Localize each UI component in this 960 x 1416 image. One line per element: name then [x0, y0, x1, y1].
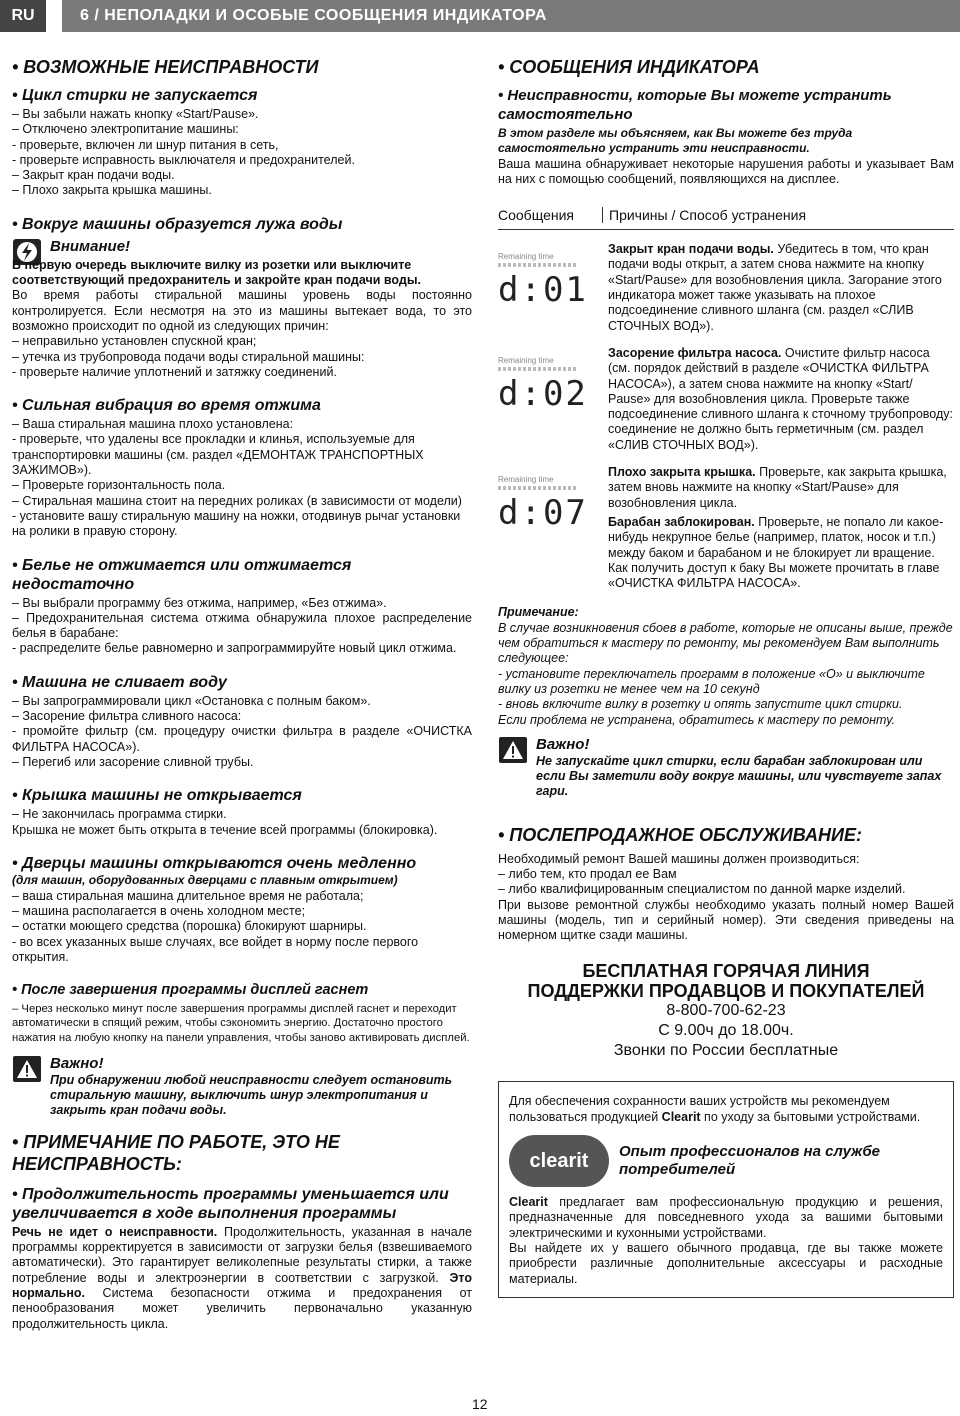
message-row — [498, 346, 954, 453]
s5-heading: • Машина не сливает воду — [12, 673, 227, 691]
right-column — [498, 56, 954, 1298]
s9-bold-2: Это нормально. — [12, 1270, 472, 1300]
attention-title: Внимание! — [50, 237, 131, 255]
clearit-logo-row — [509, 1135, 943, 1187]
s5-line: – Перегиб или засорение сливной трубы. — [12, 754, 254, 769]
cause-desc: Проверьте, не попало ли какое-нибудь некрупное белье (например, платок, носок и т.п.) между баком и барабаном и не блокирует ли вращение. Как получить доступ к баку Вы можете прочитать в главе «ОЧИСТКА ФИЛЬТРА НАСОСА». — [608, 514, 944, 591]
display-bars — [498, 486, 578, 490]
malfunctions-heading: • ВОЗМОЖНЫЕ НЕИСПРАВНОСТИ — [12, 57, 319, 77]
self-fix-heading: • Неисправности, которые Вы можете устранить самостоятельно — [498, 87, 892, 123]
clearit-desc-brand: Clearit — [509, 1195, 548, 1210]
s3-line: – Ваша стиральная машина плохо установлена: — [12, 417, 294, 432]
col-causes: Причины / Способ устранения — [609, 207, 807, 224]
s3-line: – Проверьте горизонтальность пола. — [12, 478, 226, 493]
hotline-free: Звонки по России бесплатные — [613, 1042, 839, 1060]
note-block — [498, 605, 954, 727]
s5-line: – Вы запрограммировали цикл «Остановка с полным баком». — [12, 693, 371, 708]
display-code: d:07 — [498, 493, 588, 534]
note-heading: • ПРИМЕЧАНИЕ ПО РАБОТЕ, ЭТО НЕ НЕИСПРАВНОСТЬ: — [12, 1131, 340, 1174]
s2-line: Во время работы стиральной машины уровень воды постоянно контролируется. Если несмотря на это из машины вытекает вода, то это возможно происходит по одной из следующих причин: — [12, 288, 472, 333]
s3-heading: • Сильная вибрация во время отжима — [12, 397, 321, 415]
cause-title: Засорение фильтра насоса. — [608, 345, 782, 360]
remaining-time-label: Remaining time — [498, 475, 554, 485]
s7-line: - во всех указанных выше случаях, все войдет в норму после первого открытия. — [12, 934, 419, 964]
clearit-desc-2: Вы найдете их у вашего обычного продавца, где вы также можете приобрести различные дополнительные аксессуары и расходные материалы. — [509, 1240, 943, 1286]
clearit-brand: Clearit — [661, 1109, 701, 1124]
s9-text-1: Продолжительность, указанная в начале программы корректируется в зависимости от загрузки белья (взвешиваемого автоматически). Это гарантирует великолепные результаты стирки, а также потребление воды и электроэнергии в соответствии с загрузкой. — [12, 1224, 472, 1285]
display-bars — [498, 367, 578, 371]
warning-icon — [12, 1055, 42, 1083]
display-bars — [498, 263, 578, 267]
messages-table-header — [498, 207, 954, 230]
hotline-title-1: БЕСПЛАТНАЯ ГОРЯЧАЯ ЛИНИЯ — [582, 961, 870, 982]
s2-heading: • Вокруг машины образуется лужа воды — [12, 215, 343, 233]
note-line: В случае возникновения сбоев в работе, которые не описаны выше, прежде чем обратиться к мастеру по ремонту, мы рекомендуем Вам выполнить следующее: — [498, 620, 953, 666]
s1-line: – Плохо закрыта крышка машины. — [12, 183, 212, 198]
display-code: d:02 — [498, 373, 588, 414]
s1-line: – Отключено электропитание машины: — [12, 122, 239, 137]
page-header — [0, 0, 960, 32]
important-block — [12, 1055, 472, 1119]
service-line: – либо квалифицированным специалистом по данной марке изделий. — [498, 882, 906, 897]
language-badge: RU — [0, 0, 46, 32]
cause-text — [602, 465, 954, 591]
s6-heading: • Крышка машины не открывается — [12, 787, 302, 805]
important-block-right — [498, 736, 954, 800]
cause-text — [602, 242, 954, 334]
cause-title: Плохо закрыта крышка. — [608, 465, 756, 480]
s4-heading: • Белье не отжимается или отжимается недостаточно — [12, 556, 352, 593]
s9-text-2: Система безопасности отжима и предохранения от пенообразования может увеличить первоначально указанную продолжительность цикла. — [12, 1285, 472, 1331]
note-line: - вновь включите вилку в розетку и опять запустите цикл стирки. — [498, 697, 903, 712]
service-line: При вызове ремонтной службы необходимо указать полный номер Вашей машины (модель, тип и серийный номер). Эти сведения приведены на номерном щитке сзади машины. — [498, 897, 954, 943]
s8-heading: • После завершения программы дисплей гаснет — [12, 982, 369, 999]
clearit-desc-text: предлагает вам профессиональную продукцию и решения, предназначенные для повседневного ухода за вашими бытовыми электрическими и кухонными устройствами. — [509, 1195, 943, 1240]
note-line: - установите переключатель программ в положение «O» и выключите вилку из розетки не менее чем на 10 секунд — [498, 666, 925, 696]
s3-line: – Стиральная машина стоит на передних роликах (в зависимости от модели) — [12, 493, 462, 508]
s7-line: – ваша стиральная машина длительное время не работала; — [12, 888, 364, 903]
s6-line: – Не закончилась программа стирки. — [12, 807, 227, 822]
s5-line: – Засорение фильтра сливного насоса: — [12, 709, 242, 724]
clearit-slogan: Опыт профессионалов на службе потребителей — [619, 1143, 880, 1179]
message-row — [498, 242, 954, 334]
remaining-time-label: Remaining time — [498, 252, 554, 262]
cause-desc: Очистите фильтр насоса (см. порядок действий в разделе «ОЧИСТКА ФИЛЬТРА НАСОСА»), а затем снова нажмите на кнопку «Start/ Pause» для возобновления цикла. Проверьте также подсоединение сливного шланга к сточному трубопроводу: соединение не должно быть герметичным (см. раздел «СЛИВ СТОЧНЫХ ВОД»). — [608, 345, 954, 452]
s7-subheading: (для машин, оборудованных дверцами с плавным открытием) — [12, 872, 398, 887]
s1-heading: • Цикл стирки не запускается — [12, 87, 258, 104]
attention-text: В первую очередь выключите вилку из розетки или выключите соответствующий предохранитель и закройте кран подачи воды. — [12, 257, 421, 288]
cause-title: Барабан заблокирован. — [608, 514, 755, 529]
remaining-time-label: Remaining time — [498, 355, 554, 365]
service-line: – либо тем, кто продал ее Вам — [498, 866, 677, 881]
important-text: При обнаружении любой неисправности следует остановить стиральную машину, выключить шнур электропитания и закрыть кран подачи воды. — [50, 1072, 453, 1118]
clearit-intro-1: Для обеспечения сохранности ваших устройств мы рекомендуем пользоваться продукцией — [509, 1094, 890, 1124]
s4-line: – Предохранительная система отжима обнаружила плохое распределение белья в барабане: — [12, 610, 472, 641]
display-d02 — [498, 346, 602, 453]
s1-line: – Вы забыли нажать кнопку «Start/Pause». — [12, 107, 259, 121]
service-line: Необходимый ремонт Вашей машины должен производиться: — [498, 851, 860, 866]
warning-icon — [498, 736, 528, 764]
note-line: Если проблема не устранена, обратитесь к мастеру по ремонту. — [498, 712, 896, 727]
s4-line: – Вы выбрали программу без отжима, например, «Без отжима». — [12, 595, 387, 610]
s6-line: Крышка не может быть открыта в течение всей программы (блокировка). — [12, 822, 438, 837]
hotline-block — [498, 961, 954, 1061]
indicator-messages-heading: • СООБЩЕНИЯ ИНДИКАТОРА — [498, 57, 760, 77]
s1-line: - проверьте, включен ли шнур питания в сеть, — [12, 137, 279, 152]
s3-line: - проверьте, что удалены все прокладки и клинья, используемые для транспортировки машины (см. раздел «ДЕМОНТАЖ ТРАНСПОРТНЫХ ЗАЖИМОВ»). — [12, 432, 424, 478]
intro-bold: В этом разделе мы объясняем, как Вы можете без труда самостоятельно устранить эти неисправности. — [498, 126, 853, 156]
important-title: Важно! — [50, 1054, 104, 1072]
display-d01 — [498, 242, 602, 334]
clearit-desc — [509, 1195, 943, 1241]
page-number: 12 — [472, 1396, 488, 1412]
important-text: Не запускайте цикл стирки, если барабан заблокирован или если Вы заметили воду вокруг машины, или чувствуете запах гари. — [536, 753, 942, 799]
intro-text: Ваша машина обнаруживает некоторые нарушения работы и указывает Вам на них с помощью сообщений, появляющихся на дисплее. — [498, 156, 954, 186]
s9-bold-1: Речь не идет о неисправности. — [12, 1224, 218, 1239]
clearit-intro-2: по уходу за бытовыми устройствами. — [700, 1109, 921, 1124]
s7-line: – остатки моющего средства (порошка) блокируют шарниры. — [12, 919, 367, 934]
clearit-logo: clearit — [509, 1135, 609, 1187]
cause-text — [602, 346, 954, 453]
note-title: Примечание: — [498, 605, 579, 620]
s2-line: - проверьте наличие уплотнений и затяжку соединений. — [12, 364, 337, 379]
hotline-title-2: ПОДДЕРЖКИ ПРОДАВЦОВ И ПОКУПАТЕЛЕЙ — [527, 981, 925, 1002]
s1-line: – Закрыт кран подачи воды. — [12, 168, 175, 183]
s9-text — [12, 1225, 472, 1332]
s3-line: - установите вашу стиральную машину на ножки, отодвинув рычаг установки на ролики в правую сторону. — [12, 508, 461, 539]
message-row — [498, 465, 954, 591]
col-messages: Сообщения — [498, 207, 603, 223]
important-title: Важно! — [536, 735, 590, 753]
s7-line: – машина располагается в очень холодном месте; — [12, 904, 306, 919]
clearit-intro — [509, 1094, 943, 1125]
s7-heading: • Дверцы машины открываются очень медленно — [12, 854, 417, 872]
s8-text: – Через несколько минут после завершения программы дисплей гаснет и переходит автоматически в спящий режим, чтобы сэкономить энергию. Достаточно простого нажатия на любую кнопку на панели управления, чтобы заново активировать дисплей. — [12, 1003, 470, 1044]
after-sales-heading: • ПОСЛЕПРОДАЖНОЕ ОБСЛУЖИВАНИЕ: — [498, 824, 862, 845]
s9-heading: • Продолжительность программы уменьшается или увеличивается в ходе выполнения программы — [12, 1185, 449, 1222]
hotline-phone: 8-800-700-62-23 — [666, 1002, 786, 1020]
cause-desc: Проверьте, как закрыта крышка, затем вновь нажмите на кнопку «Start/Pause» для возобновления цикла. — [608, 465, 947, 510]
s1-line: - проверьте исправность выключателя и предохранителей. — [12, 152, 355, 167]
s5-line: - промойте фильтр (см. процедуру очистки фильтра в разделе «ОЧИСТКА ФИЛЬТРА НАСОСА»). — [12, 724, 472, 754]
clearit-box — [498, 1081, 954, 1297]
s4-line: - распределите белье равномерно и запрограммируйте новый цикл отжима. — [12, 641, 457, 656]
display-code: d:01 — [498, 270, 588, 311]
section-title: 6 / НЕПОЛАДКИ И ОСОБЫЕ СООБЩЕНИЯ ИНДИКАТОРА — [62, 0, 960, 32]
left-column — [12, 56, 472, 1332]
s2-line: – неправильно установлен спускной кран; — [12, 334, 257, 349]
s2-line: – утечка из трубопровода подачи воды стиральной машины: — [12, 349, 365, 364]
cause-desc: Убедитесь в том, что кран подачи воды открыт, а затем снова нажмите на кнопку «Start/Pause» для возобновления цикла. Загорание этого индикатора может также указывать на плохое подсоединение сливного шланга (см. раздел «СЛИВ СТОЧНЫХ ВОД»). — [608, 242, 942, 333]
cause-title: Закрыт кран подачи воды. — [608, 242, 774, 257]
display-d07 — [498, 465, 602, 591]
hotline-hours: С 9.00ч до 18.00ч. — [658, 1022, 794, 1040]
